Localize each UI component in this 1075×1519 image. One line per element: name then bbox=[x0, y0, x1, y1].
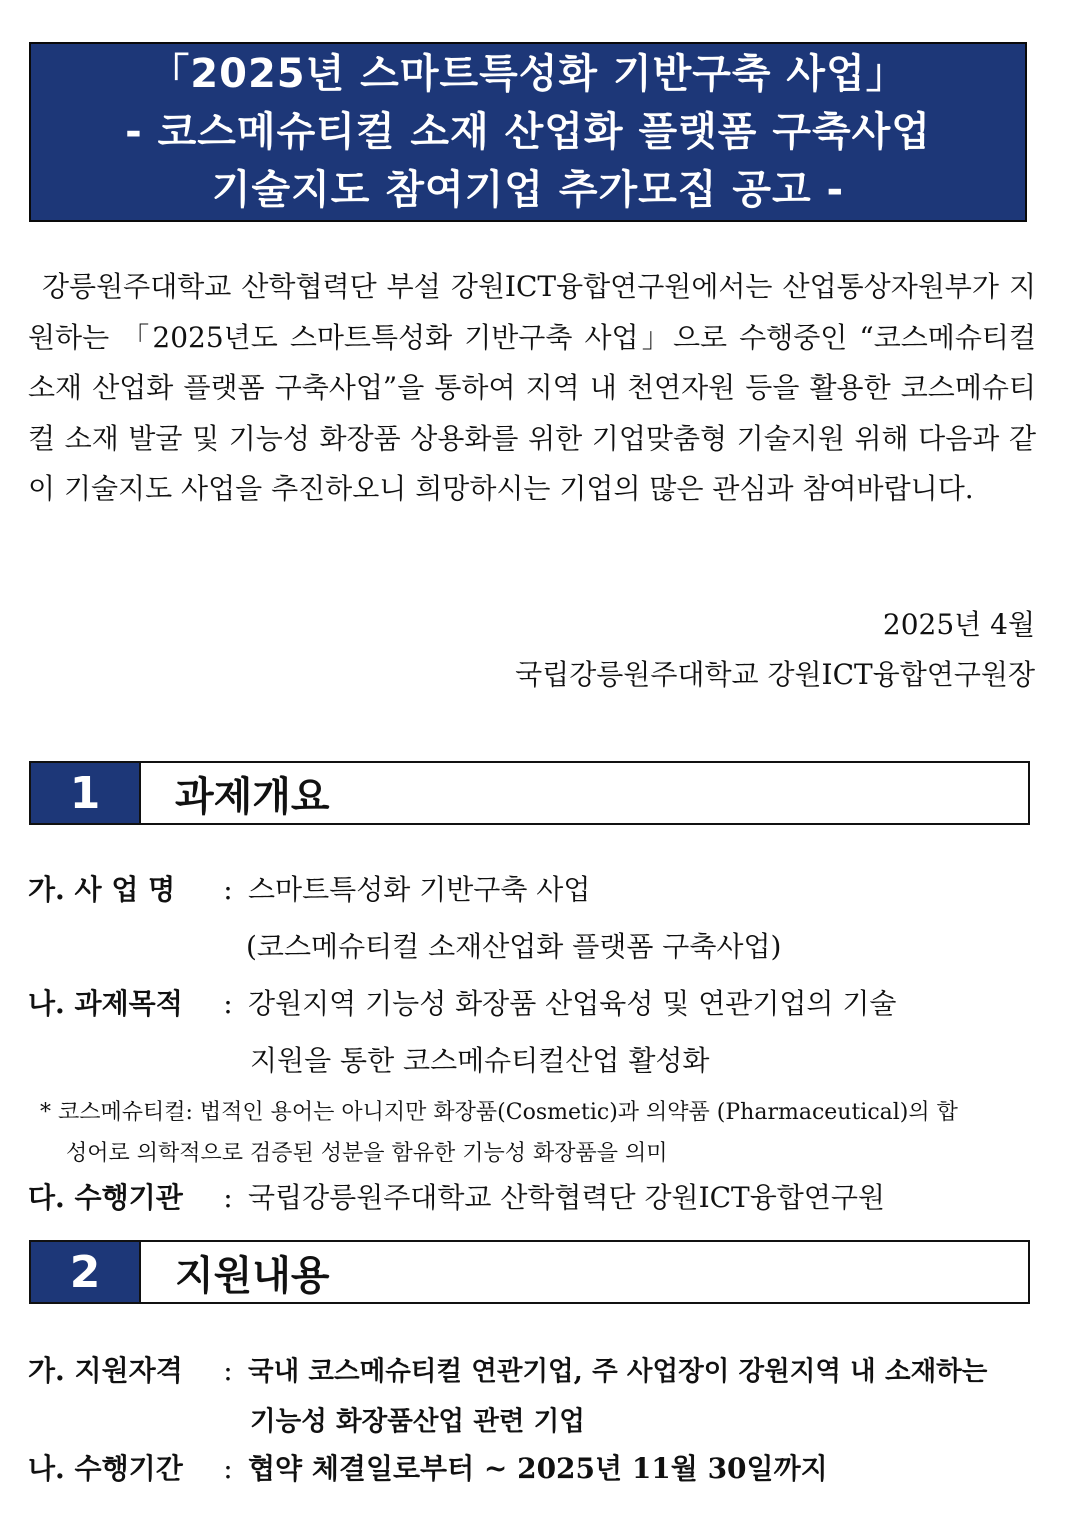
project-purpose-value: 강원지역 기능성 화장품 산업육성 및 연관기업의 기술 bbox=[248, 987, 897, 1020]
executing-agency-value: 국립강릉원주대학교 산학협력단 강원ICT융합연구원 bbox=[248, 1181, 885, 1214]
section-1-header bbox=[29, 761, 1030, 825]
eligibility-row: 가. 지원자격 : 국내 코스메슈티컬 연관기업, 주 사업장이 강원지역 내 소재하는 bbox=[28, 1349, 1036, 1389]
intro-paragraph bbox=[28, 262, 1036, 515]
project-purpose-row: 나. 과제목적 : 강원지역 기능성 화장품 산업육성 및 연관기업의 기술 bbox=[28, 982, 1036, 1022]
eligibility-continued: 기능성 화장품산업 관련 기업 bbox=[250, 1406, 585, 1437]
project-purpose-continued: 지원을 통한 코스메슈티컬산업 활성화 bbox=[250, 1044, 710, 1077]
announcement-date: 2025년 4월 bbox=[882, 608, 1035, 641]
period-label: 나. 수행기간 bbox=[28, 1452, 183, 1485]
section-1-title: 과제개요 bbox=[175, 773, 330, 820]
period-value: 협약 체결일로부터 ~ 2025년 11월 30일까지 bbox=[248, 1452, 828, 1485]
eligibility-value: 국내 코스메슈티컬 연관기업, 주 사업장이 강원지역 내 소재하는 bbox=[248, 1356, 988, 1387]
project-name-label: 가. 사 업 명 bbox=[28, 873, 176, 906]
section-2-title: 지원내용 bbox=[175, 1252, 330, 1299]
project-name-row: 가. 사 업 명 : 스마트특성화 기반구축 사업 bbox=[28, 868, 1036, 908]
title-line-3: 기술지도 참여기업 추가모집 공고 - bbox=[211, 167, 845, 213]
note-line-2: 성어로 의학적으로 검증된 성분을 함유한 기능성 화장품을 의미 bbox=[66, 1141, 668, 1166]
section-1-number: 1 bbox=[31, 763, 141, 823]
project-name-value: 스마트특성화 기반구축 사업 bbox=[248, 873, 591, 906]
executing-agency-label: 다. 수행기관 bbox=[28, 1181, 183, 1214]
period-row: 나. 수행기간 : 협약 체결일로부터 ~ 2025년 11월 30일까지 bbox=[28, 1447, 1036, 1487]
signature: 국립강릉원주대학교 강원ICT융합연구원장 bbox=[515, 658, 1035, 691]
section-2-number: 2 bbox=[31, 1242, 141, 1302]
project-name-subtitle: (코스메슈티컬 소재산업화 플랫폼 구축사업) bbox=[246, 930, 782, 963]
title-line-2: - 코스메슈티컬 소재 산업화 플랫폼 구축사업 bbox=[125, 109, 931, 155]
eligibility-label: 가. 지원자격 bbox=[28, 1354, 183, 1387]
section-2-header bbox=[29, 1240, 1030, 1304]
title-banner bbox=[29, 42, 1027, 222]
title-line-1: 「2025년 스마트특성화 기반구축 사업」 bbox=[149, 51, 907, 97]
executing-agency-row: 다. 수행기관 : 국립강릉원주대학교 산학협력단 강원ICT융합연구원 bbox=[28, 1176, 1036, 1216]
cosmeceutical-note bbox=[40, 1092, 1036, 1174]
project-purpose-label: 나. 과제목적 bbox=[28, 987, 183, 1020]
intro-text: 강릉원주대학교 산학협력단 부설 강원ICT융합연구원에서는 산업통상자원부가 지원하는 「2025년도 스마트특성화 기반구축 사업」으로 수행중인 “코스메슈티컬 소재 산업화 플랫폼 구축사업”을 통하여 지역 내 천연자원 등을 활용한 코스메슈티컬 소재 발굴 및 기능성 화장품 상용화를 위한 기업맞춤형 기술지원 위해 다음과 같이 기술지도 사업을 추진하오니 희망하시는 기업의 많은 관심과 참여바랍니다. bbox=[28, 270, 1036, 505]
note-line-1: * 코스메슈티컬: 법적인 용어는 아니지만 화장품(Cosmetic)과 의약품 (Pharmaceutical)의 합 bbox=[40, 1100, 958, 1125]
